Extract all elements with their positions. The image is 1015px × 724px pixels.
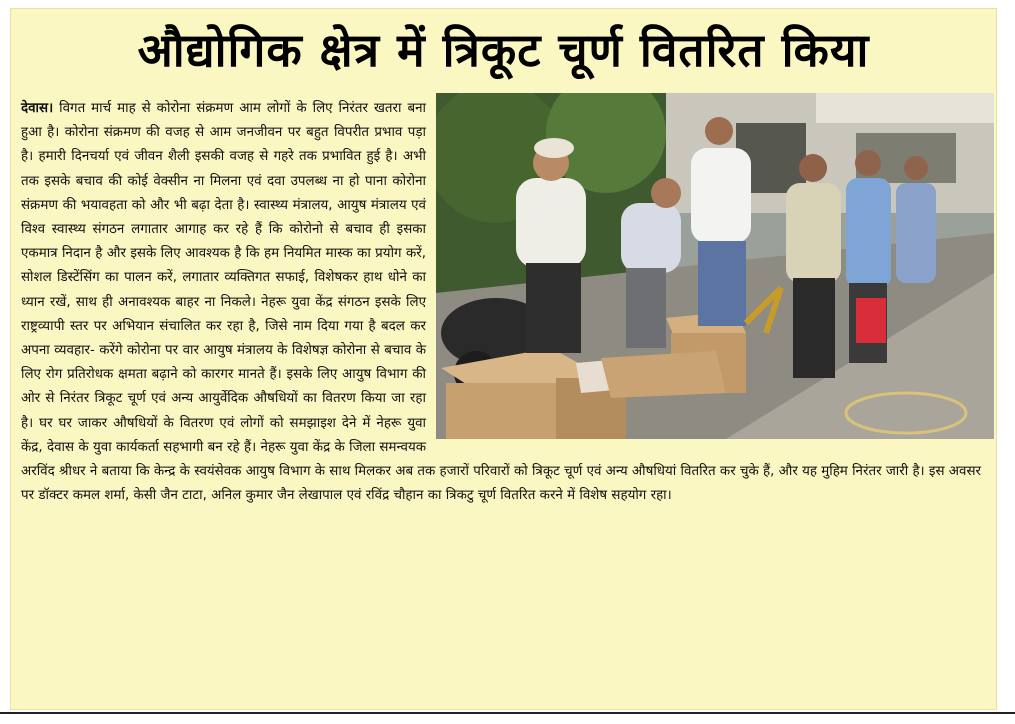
headline: औद्योगिक क्षेत्र में त्रिकूट चूर्ण वितरित किया <box>137 23 870 77</box>
article-text: विगत मार्च माह से कोरोना संक्रमण आम लोगों के लिए निरंतर खतरा बना हुआ है। कोरोना संक्रमण की वजह से आम जनजीवन पर बहुत विपरीत प्रभाव पड़ा है। हमारी दिनचर्या एवं जीवन शैली इसकी वजह से गहरे तक प्रभावित हुई है। अभी तक इसके बचाव की कोई वेक्सीन ना मिलना एवं दवा उपलब्ध ना हो पाना कोरोना संक्रमण की भयावहता को और भी बढ़ा देता है। स्वास्थ्य मंत्रालय, आयुष मंत्रालय एवं विश्व स्वास्थ्य संगठन लगातार आगाह कर रहे हैं कि कोरोनो से बचाव ही इसका एकमात्र निदान है और इसके लिए आवश्यक है कि हम नियमित मास्क का प्रयोग करें, सोशल डिस्टेंसिंग का पालन करें, लगातार व्यक्तिगत सफाई, विशेषकर हाथ धोने का ध्यान रखें, साथ ही अनावश्यक बाहर ना निकले। नेहरू युवा केंद्र संगठन इसके लिए राष्ट्रव्यापी स्तर पर अभियान संचालित कर रहा है, जिसे नाम दिया गया है बदल कर अपना व्यवहार- करेंगे कोरोना पर वार आयुष मंत्रालय के विशेषज्ञ कोरोना से बचाव के लिए रोग प्रतिरोधक क्षमता बढ़ाने को कारगर मानते हैं। इसके लिए आयुष विभाग की ओर से निरंतर त्रिकूट चूर्ण एवं अन्य आयुर्वेदिक औषधियों का वितरण किया जा रहा है। घर घर जाकर औषधियों के वितरण एवं लोगों को समझाइश देने में नेहरू युवा केंद्र, देवास के युवा कार्यकर्ता सहभागी बन रहे हैं। नेहरू युवा केंद्र के जिला समन्वयक अरविंद श्रीधर ने बताया कि केन्द्र के स्वयंसेवक आयुष विभाग के साथ मिलकर अब तक हजारों परिवारों को त्रिकूट चूर्ण एवं अन्य औषधियां वितरित कर चुके हैं, और यह मुहिम निरंतर जारी है। इस अवसर पर डॉक्टर कमल शर्मा, केसी जैन टाटा, अनिल कुमार जैन लेखापाल एवं रविंद्र चौहान का त्रिकटु चूर्ण वितरित करने में विशेष सहयोग रहा। <box>21 101 981 504</box>
article-body <box>21 97 981 508</box>
bottom-rule <box>0 712 1015 714</box>
news-clipping <box>10 8 997 710</box>
photo-illustration <box>436 93 994 439</box>
dateline: देवास। <box>21 101 54 116</box>
news-photo <box>436 93 994 439</box>
